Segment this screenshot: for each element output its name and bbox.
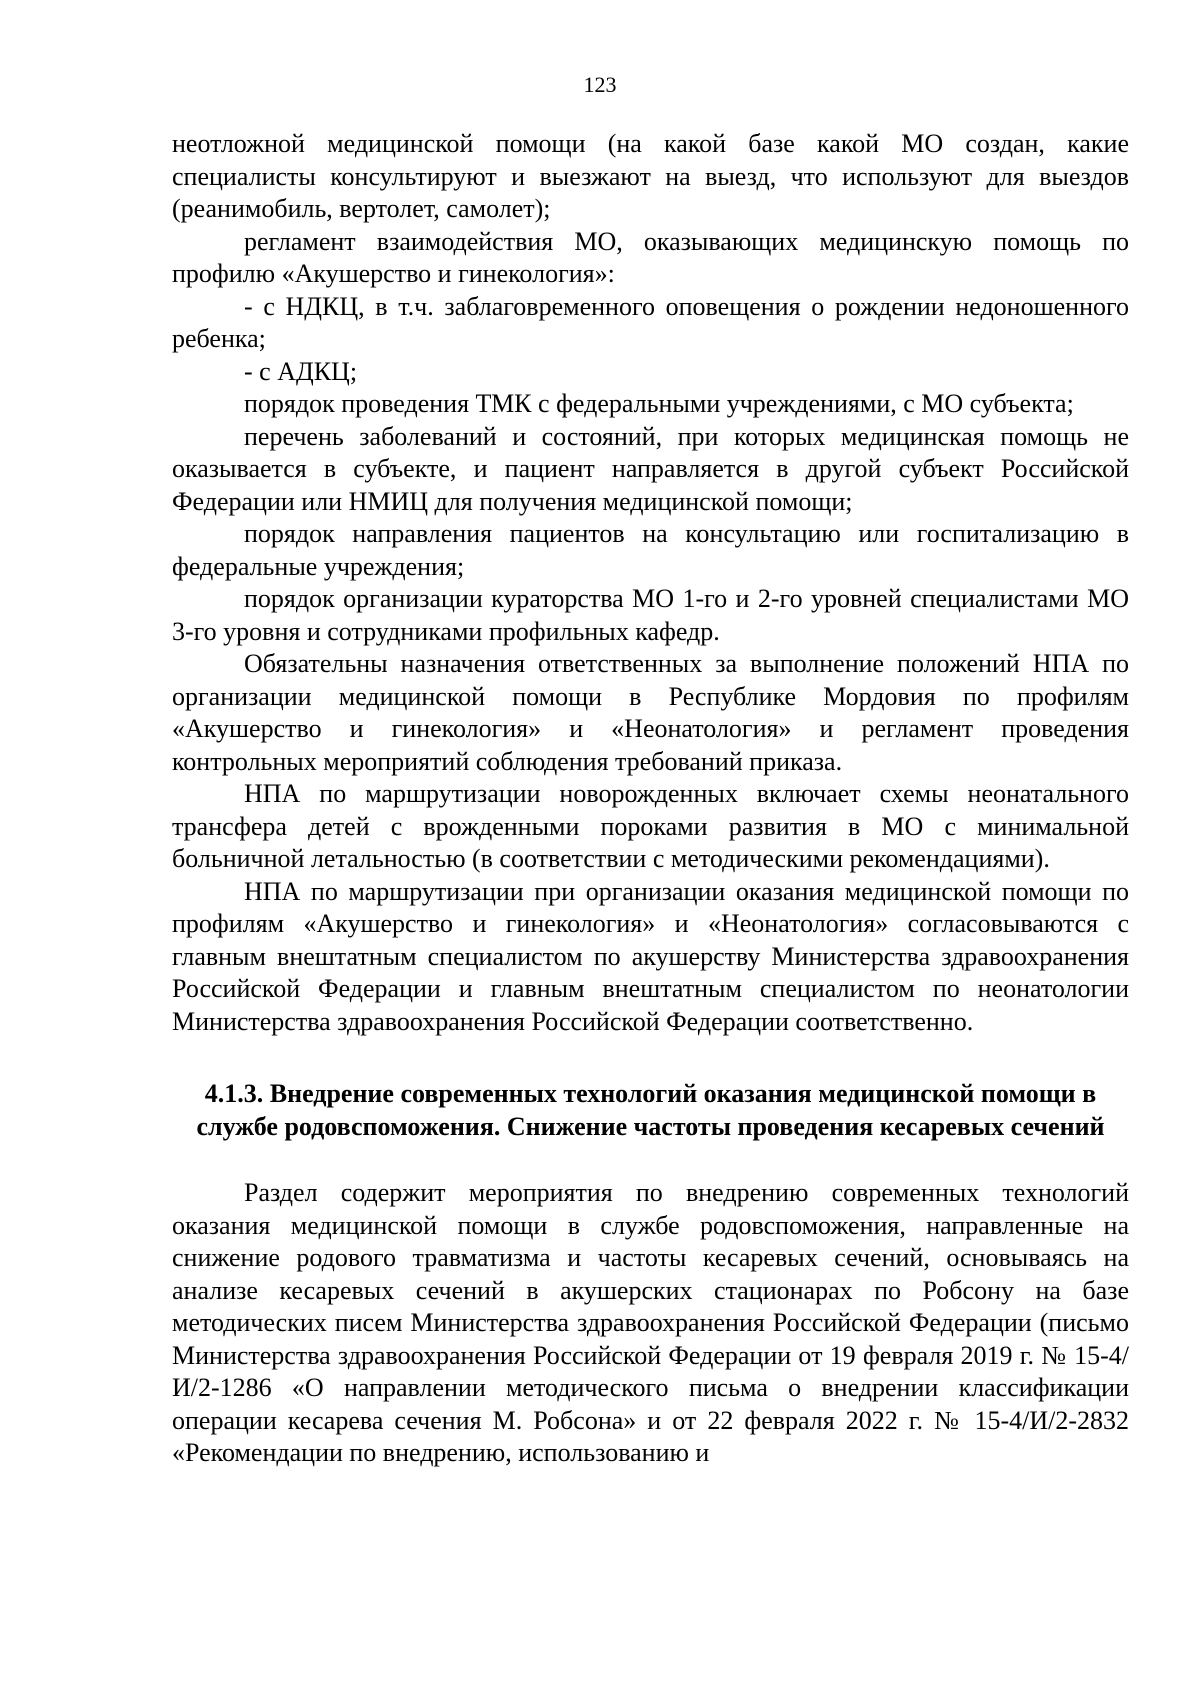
paragraph: перечень заболеваний и состояний, при которых медицинская помощь не оказывается в субъекте, и пациент направляется в другой субъект Российской Федерации или НМИЦ для получения медицинской помощи; (172, 421, 1129, 516)
paragraph: регламент взаимодействия МО, оказывающих медицинскую помощь по профилю «Акушерство и гинекология»: (172, 226, 1129, 288)
paragraph: - с АДКЦ; (244, 356, 358, 386)
section-heading: 4.1.3. Внедрение современных технологий оказания медицинской помощи в службе родовспоможения. Снижение частоты проведения кесаревых сечений (196, 1079, 1105, 1141)
paragraphs-before-heading (172, 128, 1129, 1038)
paragraph: порядок проведения ТМК с федеральными учреждениями, с МО субъекта; (244, 389, 1074, 418)
paragraph: Раздел содержит мероприятия по внедрению современных технологий оказания медицинской помощи в службе родовспоможения, направленные на снижение родового травматизма и частоты кесаревых сечений, основываясь на анализе кесаревых сечений в акушерских стационарах по Робсону на базе методических писем Министерства здравоохранения Российской Федерации (письмо Министерства здравоохранения Российской Федерации от 19 февраля 2019 г. № 15-4/И/2-1286 «О направлении методического письма о внедрении классификации операции кесарева сечения М. Робсона» и от 22 февраля 2022 г. № 15-4/И/2-2832 «Рекомендации по внедрению, использованию и (172, 1178, 1129, 1467)
page-number: 123 (583, 72, 617, 97)
paragraph: порядок направления пациентов на консультацию или госпитализацию в федеральные учреждения; (172, 519, 1129, 581)
page-content (172, 128, 1129, 1470)
paragraphs-after-heading (172, 1177, 1129, 1470)
paragraph: порядок организации кураторства МО 1-го и 2-го уровней специалистами МО 3-го уровня и сотрудниками профильных кафедр. (172, 584, 1129, 646)
paragraph: НПА по маршрутизации при организации оказания медицинской помощи по профилям «Акушерство и гинекология» и «Неонатология» согласовываются с главным внештатным специалистом по акушерству Министерства здравоохранения Российской Федерации и главным внештатным специалистом по неонатологии Министерства здравоохранения Российской Федерации соответственно. (172, 876, 1129, 1036)
paragraph: - с НДКЦ, в т.ч. заблаговременного оповещения о рождении недоношенного ребенка; (172, 291, 1129, 353)
paragraph: неотложной медицинской помощи (на какой базе какой МО создан, какие специалисты консультируют и выезжают на выезд, что используют для выездов (реанимобиль, вертолет, самолет); (172, 129, 1129, 223)
paragraph: НПА по маршрутизации новорожденных включает схемы неонатального трансфера детей с врожденными пороками развития в МО с минимальной больничной летальностью (в соответствии с методическими рекомендациями). (172, 779, 1129, 873)
paragraph: Обязательны назначения ответственных за выполнение положений НПА по организации медицинской помощи в Республике Мордовия по профилям «Акушерство и гинекология» и «Неонатология» и регламент проведения контрольных мероприятий соблюдения требований приказа. (172, 649, 1129, 776)
